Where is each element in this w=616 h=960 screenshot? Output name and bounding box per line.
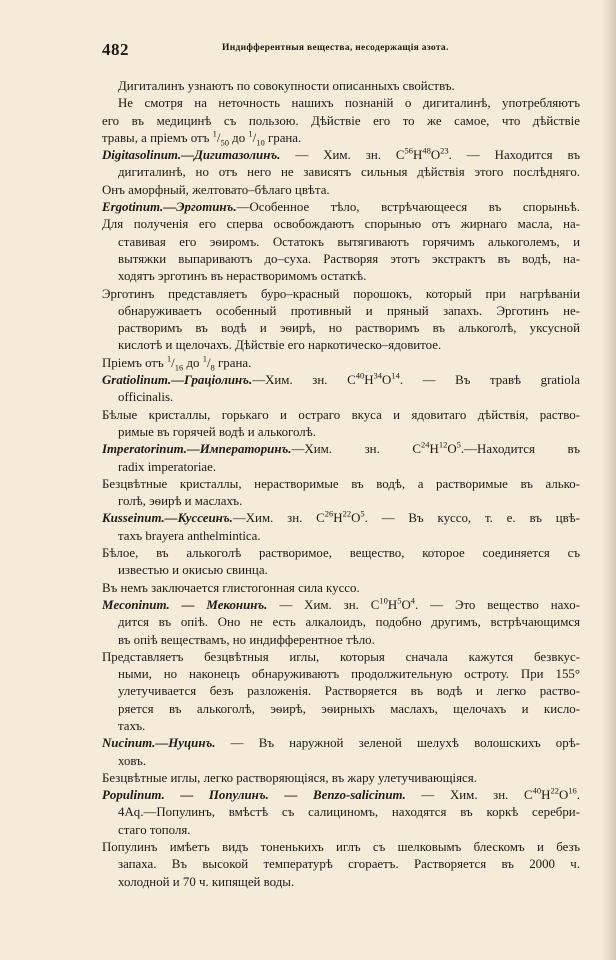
formula-subscript: 40 [355,370,365,381]
latin-name: Nucinum. [102,736,156,751]
text-line: въ опіѣ веществамъ, но индифферентное тѣло. [118,632,375,647]
entry-digitasolinum [102,147,580,199]
text-line: стаго тополя. [118,822,191,837]
element-symbol: H [541,788,551,803]
text-line: его въ медицинѣ съ пользою. Дѣйствіе его то же самое, что дѣйствіе [102,113,580,128]
text-body [102,78,580,891]
element-symbol: H [333,511,343,526]
latin-name: Kusseinum. [102,511,165,526]
formula-subscript: 34 [373,370,382,381]
entry-heading-line [102,372,580,389]
text-line: Бѣлые кристаллы, горькаго и остраго вкуса и ядовитаго дѣйствія, раство- [102,407,580,422]
page-header [102,40,576,62]
formula-label: —Хим. зн. C [232,511,325,526]
formula-subscript: 16 [568,785,577,796]
latin-name: Meconinum. [102,597,170,612]
running-title: Индифферентныя вещества, несодержащія азота. [222,43,449,53]
text-line: Бѣлое, въ алькоголѣ растворимое, вещество, которое соединяется съ [102,546,580,561]
text-run: . — Въ куссо, т. е. въ цвѣ- [364,511,580,526]
text-line: ходятъ эрготинъ въ нерастворимомъ остаткѣ. [118,269,367,284]
element-symbol: H [387,597,398,612]
russian-name: —Граціолинъ. [171,373,253,388]
element-symbol: H [413,148,423,163]
entry-kusseinum [102,510,580,596]
text-line: Безцвѣтные иглы, легко растворяющіяся, въ жару улетучивающіяся. [102,770,477,785]
entry-heading-line [102,199,580,216]
fraction-denominator: 50 [220,137,229,148]
element-symbol: O [558,788,569,803]
fraction-numerator: 1 [248,128,253,139]
paragraph-digitalin-usage [102,95,580,147]
formula-subscript: 24 [421,439,430,450]
text-line: ряется въ алькоголѣ, эѳирѣ, эѳирныхъ маслахъ, щелочахъ и кисло- [118,701,580,716]
text-line: Представляетъ безцвѣтныя иглы, которыя сначала кажутся безвкус- [102,649,580,664]
text-line: ставивая его эѳиромъ. Остатокъ вытягиваютъ горячимъ алькоголемъ, и [118,234,580,249]
formula-label: —Хим. зн. C [291,442,422,457]
formula-subscript: 48 [422,145,431,156]
element-symbol: O [382,373,392,388]
text-run: — Въ наружной зеленой шелухѣ волошскихъ орѣ- [215,736,580,751]
element-symbol: O [430,148,441,163]
text-line: Популинъ имѣетъ видъ тоненькихъ иглъ съ шелковымъ блескомъ и безъ [102,840,580,855]
fraction-denominator: 16 [174,362,184,373]
text-run: травы, а пріемъ отъ [102,130,213,145]
element-symbol: O [447,442,457,457]
formula-subscript: 26 [324,509,334,520]
entry-heading-line [102,441,580,458]
text-line: кислотѣ и щелочахъ. Дѣйствіе его наркотическо–ядовитое. [118,338,442,353]
entry-heading-line [102,147,580,164]
formula-subscript: 23 [440,145,449,156]
text-line: дигиталинѣ, но отъ него не зависятъ сильныя дѣйствія этого послѣдняго. [118,165,580,180]
fraction-denominator: 10 [256,137,265,148]
text-run: . [576,788,580,803]
text-line: холодной и 70 ч. кипящей воды. [118,874,295,889]
dose-line: Пріемъ отъ $^1/_{16}$ до $^1/_8$ грана. [102,353,252,373]
formula-subscript: 40 [532,785,542,796]
text-line: Онъ аморфный, желтовато–бѣлаго цвѣта. [102,182,330,197]
formula-label: — Хим. зн. C [267,597,380,612]
text-line: улетучивается безъ разложенія. Растворяется въ водѣ и легко раство- [118,684,580,699]
russian-name: —Нуцинъ. [155,736,216,751]
text-run: . — Въ травѣ gratiola [399,373,580,388]
text-line: римые въ горячей водѣ и алькоголѣ. [118,424,316,439]
text-line: radix imperatoriae. [118,459,217,474]
formula-subscript: 5 [456,439,461,450]
text-run: . — Находится въ [448,148,580,163]
formula-subscript: 5 [360,509,365,520]
text-line: Дигиталинъ узнаютъ по совокупности описанныхъ свойствъ. [118,79,455,93]
element-symbol: O [401,597,411,612]
text-line: обнаруживаетъ особенный противный и пряный запахъ. Эрготинъ не- [118,303,580,318]
text-line: 4Aq.—Популинъ, вмѣстѣ съ салициномъ, находятся въ коркѣ серебри- [118,805,580,820]
fraction-numerator: 1 [166,353,172,364]
entry-heading-line [102,735,580,752]
text-run: —Особенное тѣло, встрѣчающееся въ спорыньѣ. [236,200,580,215]
formula-label: — Хим. зн. C [405,788,533,803]
formula-subscript: 14 [391,370,400,381]
latin-name: Digitasolinum. [102,148,182,163]
text-run: до [228,130,249,145]
fraction-denominator: 8 [210,362,215,373]
entry-imperatorinum [102,441,580,510]
entry-heading-line [102,597,580,614]
formula-subscript: 22 [550,785,559,796]
text-run: до [183,355,203,370]
russian-name: — Меконинъ. [169,597,268,612]
russian-name: — Популинъ. [164,788,269,803]
russian-name: —Эрготинъ. [163,200,237,215]
element-symbol: H [429,442,439,457]
text-line: травы, а пріемъ отъ $^1/_{50}$ до $^1/_{10}$ грана. [102,128,302,148]
text-line: Не смотря на неточность нашихъ познаній о дигиталинѣ, употребляютъ [118,96,580,111]
text-line: Для полученія его сперва освобождаютъ спорынью отъ жирнаго масла, на- [102,217,580,232]
text-run: грана. [214,355,252,370]
formula-label: — Хим. зн. C [280,148,405,163]
russian-name: —Императоринъ. [186,442,292,457]
page-number: 482 [102,40,129,59]
formula-subscript: 4 [410,595,415,606]
latin-name: Imperatorinum. [102,442,187,457]
latin-name: Ergotinum. [102,200,164,215]
russian-name: —Дигитазолинъ. [181,148,281,163]
formula-subscript: 5 [397,595,402,606]
text-run: .—Находится въ [460,442,580,457]
text-line: вытяжки выпариваютъ до–суха. Растворяя этотъ экстрактъ въ водѣ, на- [118,251,580,266]
paragraph-digitalin-recognition [102,78,580,95]
fraction-numerator: 1 [212,128,217,139]
text-line: ховъ. [118,753,147,768]
text-line: растворимъ въ водѣ и эѳирѣ, но растворимъ въ алькоголѣ, уксусной [118,321,580,336]
text-line: запаха. Въ высокой температурѣ сгораетъ. Растворяется въ 2000 ч. [118,857,580,872]
latin-name: Gratiolinum. [102,373,172,388]
text-line: officinalis. [118,390,174,405]
entry-ergotinum [102,199,580,372]
text-line: Въ немъ заключается глистогонная сила куссо. [102,580,360,595]
entry-meconinum [102,597,580,735]
element-symbol: H [364,373,374,388]
latin-synonym: — Benzo-salicinum. [268,788,406,803]
entry-heading-line [102,510,580,527]
latin-name: Populinum. [102,788,165,803]
entry-nucinum [102,735,580,787]
text-line: тахъ. [118,718,146,733]
text-run: . — Это вещество нахо- [415,597,581,612]
text-line: известью и окисью свинца. [118,563,268,578]
formula-subscript: 56 [404,145,413,156]
formula-subscript: 12 [438,439,448,450]
text-line: Безцвѣтные кристаллы, нерастворимые въ водѣ, а растворимые въ алько- [102,476,580,491]
entry-heading-line [102,787,580,804]
formula-subscript: 22 [342,509,352,520]
formula-label: —Хим. зн. C [252,373,356,388]
text-line: тахъ brayera anthelmintica. [118,528,261,543]
entry-populinum [102,787,580,891]
text-run: Пріемъ отъ [102,355,167,370]
text-run: грана. [264,130,302,145]
element-symbol: O [351,511,361,526]
text-line: голѣ, эѳирѣ и маслахъ. [118,494,243,509]
text-line: ными, но наконецъ обнаруживаютъ продолжительную остроту. При 155° [118,667,580,682]
fraction-numerator: 1 [202,353,207,364]
entry-gratiolinum [102,372,580,441]
text-line: Эрготинъ представляетъ буро–красный порошокъ, который при нагрѣваніи [102,286,580,301]
formula-subscript: 10 [379,595,388,606]
russian-name: —Куссеинъ. [164,511,233,526]
text-line: дится въ опіѣ. Оно не есть алкалоидъ, подобно другимъ, встрѣчающимся [118,615,580,630]
